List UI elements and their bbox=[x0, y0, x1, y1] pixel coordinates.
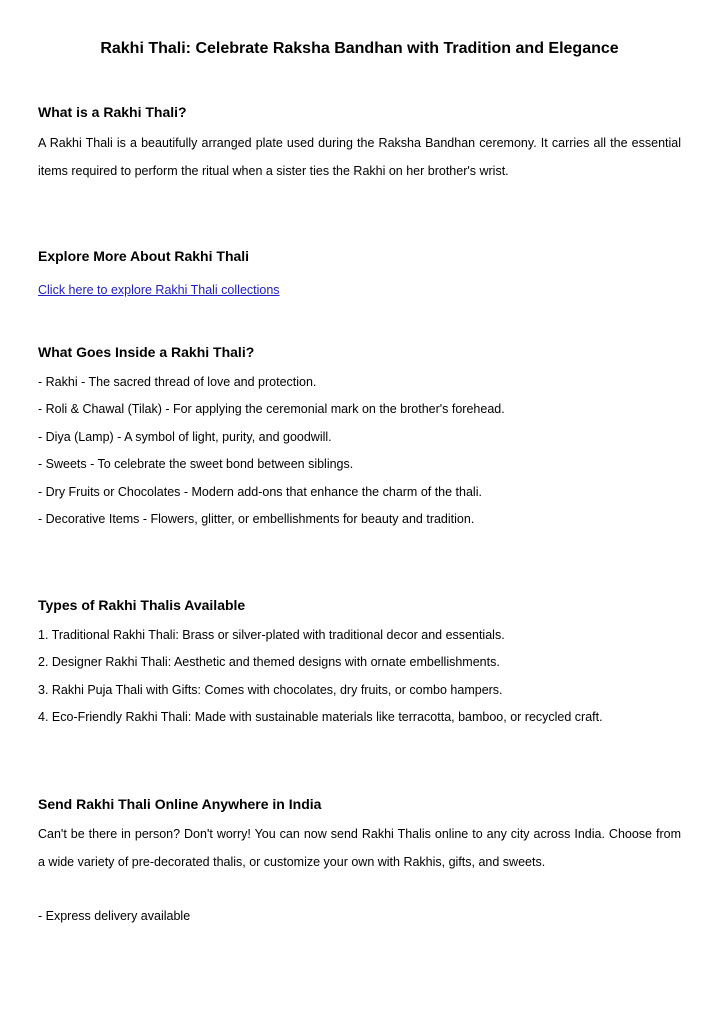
list-item: - Dry Fruits or Chocolates - Modern add-ons that enhance the charm of the thali. bbox=[38, 485, 482, 499]
list-item: - Sweets - To celebrate the sweet bond between siblings. bbox=[38, 457, 354, 471]
heading-what-is: What is a Rakhi Thali? bbox=[38, 104, 187, 120]
paragraph-send: Can't be there in person? Don't worry! You can now send Rakhi Thalis online to any city across India. Choose from a wide variety of pre-decorated thalis, or customize your own with Rakhis, gifts, and sweets. bbox=[38, 827, 681, 869]
page-title: Rakhi Thali: Celebrate Raksha Bandhan with Tradition and Elegance bbox=[100, 40, 619, 57]
explore-collections-link[interactable]: Click here to explore Rakhi Thali collections bbox=[38, 283, 280, 297]
heading-explore: Explore More About Rakhi Thali bbox=[38, 248, 250, 264]
list-item: 2. Designer Rakhi Thali: Aesthetic and themed designs with ornate embellishments. bbox=[38, 655, 500, 669]
list-item: 3. Rakhi Puja Thali with Gifts: Comes with chocolates, dry fruits, or combo hampers. bbox=[38, 683, 503, 697]
list-item: - Rakhi - The sacred thread of love and protection. bbox=[38, 375, 317, 389]
list-item: - Express delivery available bbox=[38, 909, 191, 923]
heading-inside: What Goes Inside a Rakhi Thali? bbox=[38, 344, 255, 360]
list-item: 4. Eco-Friendly Rakhi Thali: Made with sustainable materials like terracotta, bamboo, or recycled craft. bbox=[38, 710, 603, 724]
heading-send: Send Rakhi Thali Online Anywhere in India bbox=[38, 796, 322, 812]
list-item: - Decorative Items - Flowers, glitter, or embellishments for beauty and tradition. bbox=[38, 512, 475, 526]
list-item: 1. Traditional Rakhi Thali: Brass or silver-plated with traditional decor and essentials. bbox=[38, 628, 505, 642]
heading-types: Types of Rakhi Thalis Available bbox=[38, 597, 246, 613]
paragraph-what-is: A Rakhi Thali is a beautifully arranged plate used during the Raksha Bandhan ceremony. It carries all the essential items required to perform the ritual when a sister ties the Rakhi on her brother's wrist. bbox=[38, 136, 681, 178]
list-item: - Diya (Lamp) - A symbol of light, purity, and goodwill. bbox=[38, 430, 332, 444]
list-item: - Roli & Chawal (Tilak) - For applying the ceremonial mark on the brother's forehead. bbox=[38, 402, 505, 416]
